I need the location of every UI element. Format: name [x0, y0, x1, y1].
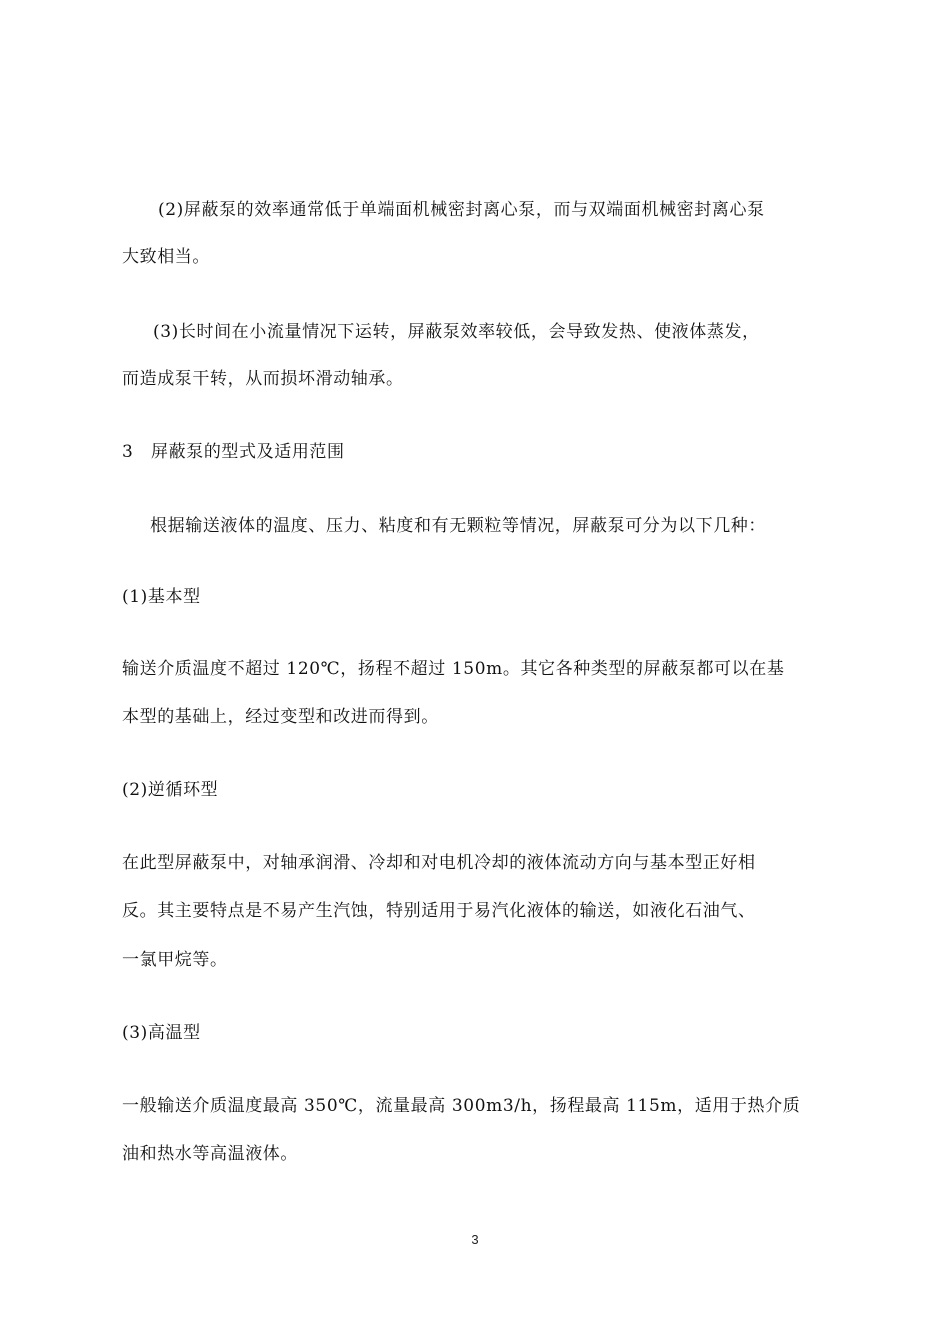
- paragraph-basic-line-1: 输送介质温度不超过 120℃，扬程不超过 150m。其它各种类型的屏蔽泵都可以在基: [122, 659, 785, 679]
- paragraph-reverse-line-3: 一氯甲烷等。: [122, 950, 228, 970]
- paragraph-high-temp-line-2: 油和热水等高温液体。: [122, 1144, 298, 1164]
- paragraph-reverse-line-1: 在此型屏蔽泵中，对轴承润滑、冷却和对电机冷却的液体流动方向与基本型正好相: [122, 853, 756, 873]
- paragraph-low-flow-line-1: (3)长时间在小流量情况下运转，屏蔽泵效率较低，会导致发热、使液体蒸发，: [153, 322, 760, 342]
- paragraph-reverse-line-2: 反。其主要特点是不易产生汽蚀，特别适用于易汽化液体的输送，如液化石油气、: [122, 901, 756, 921]
- paragraph-low-flow-line-2: 而造成泵干转，从而损坏滑动轴承。: [122, 369, 404, 389]
- section-heading: 3 屏蔽泵的型式及适用范围: [122, 442, 345, 462]
- paragraph-efficiency-line-2: 大致相当。: [122, 247, 210, 267]
- subheading-reverse-circulation-type: (2)逆循环型: [122, 780, 219, 800]
- paragraph-intro-line-1: 根据输送液体的温度、压力、粘度和有无颗粒等情况，屏蔽泵可分为以下几种：: [150, 516, 766, 536]
- page-number: 3: [471, 1232, 479, 1247]
- subheading-basic-type: (1)基本型: [122, 587, 201, 607]
- paragraph-basic-line-2: 本型的基础上，经过变型和改进而得到。: [122, 707, 439, 727]
- paragraph-efficiency-line-1: (2)屏蔽泵的效率通常低于单端面机械密封离心泵，而与双端面机械密封离心泵: [158, 200, 765, 220]
- paragraph-high-temp-line-1: 一般输送介质温度最高 350℃，流量最高 300m3/h，扬程最高 115m，适用于热介质: [122, 1096, 801, 1116]
- subheading-high-temperature-type: (3)高温型: [122, 1023, 201, 1043]
